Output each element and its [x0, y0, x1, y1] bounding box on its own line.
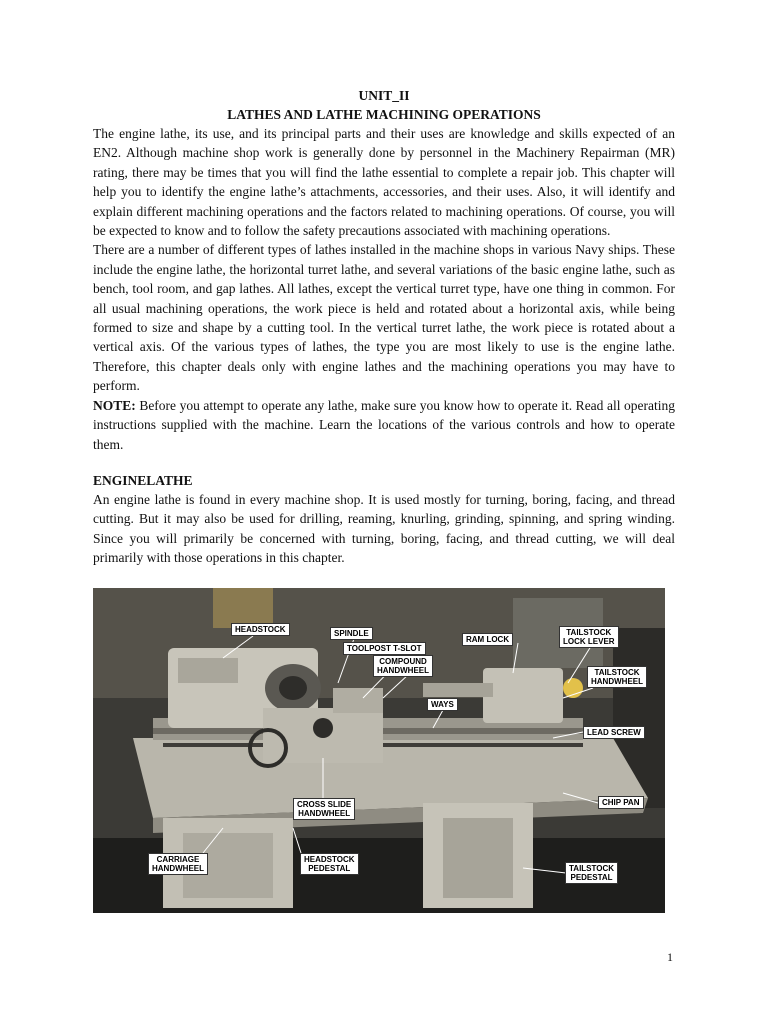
- note-paragraph: [93, 396, 675, 454]
- label-tailstock-lock-lever: TAILSTOCK LOCK LEVER: [559, 626, 619, 648]
- label-carriage-handwheel: CARRIAGE HANDWHEEL: [148, 853, 208, 875]
- label-ram-lock: RAM LOCK: [462, 633, 513, 646]
- note-text: Before you attempt to operate any lathe, make sure you know how to operate it. Read all operating instructions supplied with the machine. Learn the locations of the various controls and how to operate them.: [93, 397, 675, 452]
- label-lead-screw: LEAD SCREW: [583, 726, 645, 739]
- paragraph-intro: The engine lathe, its use, and its principal parts and their uses are knowledge and skills expected of an EN2. Although machine shop work is generally done by personnel in the Machinery Repairman (MR) rating, there may be times that you will find the lathe essential to complete a repair job. This chapter will help you to identify the engine lathe’s attachments, accessories, and their uses. Also, it will identify and explain different machining operations and the factors related to machining operations. Of course, you will be expected to know and to follow the safety precautions associated with machining operations.: [93, 126, 675, 239]
- paragraph-lathe-types: There are a number of different types of lathes installed in the machine shops in various Navy ships. These include the engine lathe, the horizontal turret lathe, and several variations of the basic engine lathe, such as bench, tool room, and gap lathes. All lathes, except the vertical turret type, have one thing in common. For all usual machining operations, the work piece is held and rotated about a horizontal axis, while being formed to size and shape by a cutting tool. In the vertical turret lathe, the work piece is rotated about a vertical axis. Of the various types of lathes, the type you are most likely to use is the engine lathe. Therefore, this chapter deals only with engine lathes and the machining operations you may have to perform.: [93, 242, 675, 394]
- unit-label: UNIT_II: [358, 88, 410, 103]
- label-toolpost-tslot: TOOLPOST T-SLOT: [343, 642, 426, 655]
- label-tailstock-pedestal: TAILSTOCK PEDESTAL: [565, 862, 618, 884]
- note-label: NOTE:: [93, 397, 136, 413]
- label-chip-pan: CHIP PAN: [598, 796, 644, 809]
- label-cross-slide-handwheel: CROSS SLIDE HANDWHEEL: [293, 798, 355, 820]
- label-tailstock-handwheel: TAILSTOCK HANDWHEEL: [587, 666, 647, 688]
- paragraph-engine-lathe: An engine lathe is found in every machine shop. It is used mostly for turning, boring, facing, and thread cutting. But it may also be used for drilling, reaming, knurling, grinding, spinning, and spring winding. Since you will primarily be concerned with turning, boring, facing, and thread cutting, we will deal primarily with those operations in this chapter.: [93, 491, 675, 566]
- label-spindle: SPINDLE: [330, 627, 373, 640]
- label-headstock-pedestal: HEADSTOCK PEDESTAL: [300, 853, 359, 875]
- chapter-title: LATHES AND LATHE MACHINING OPERATIONS: [227, 107, 541, 122]
- label-ways: WAYS: [427, 698, 458, 711]
- section-heading: ENGINELATHE: [93, 472, 193, 488]
- label-headstock: HEADSTOCK: [231, 623, 290, 636]
- document-page: [93, 86, 675, 568]
- label-compound-handwheel: COMPOUND HANDWHEEL: [373, 655, 433, 677]
- page-number: 1: [667, 950, 673, 964]
- engine-lathe-photo: [93, 588, 665, 913]
